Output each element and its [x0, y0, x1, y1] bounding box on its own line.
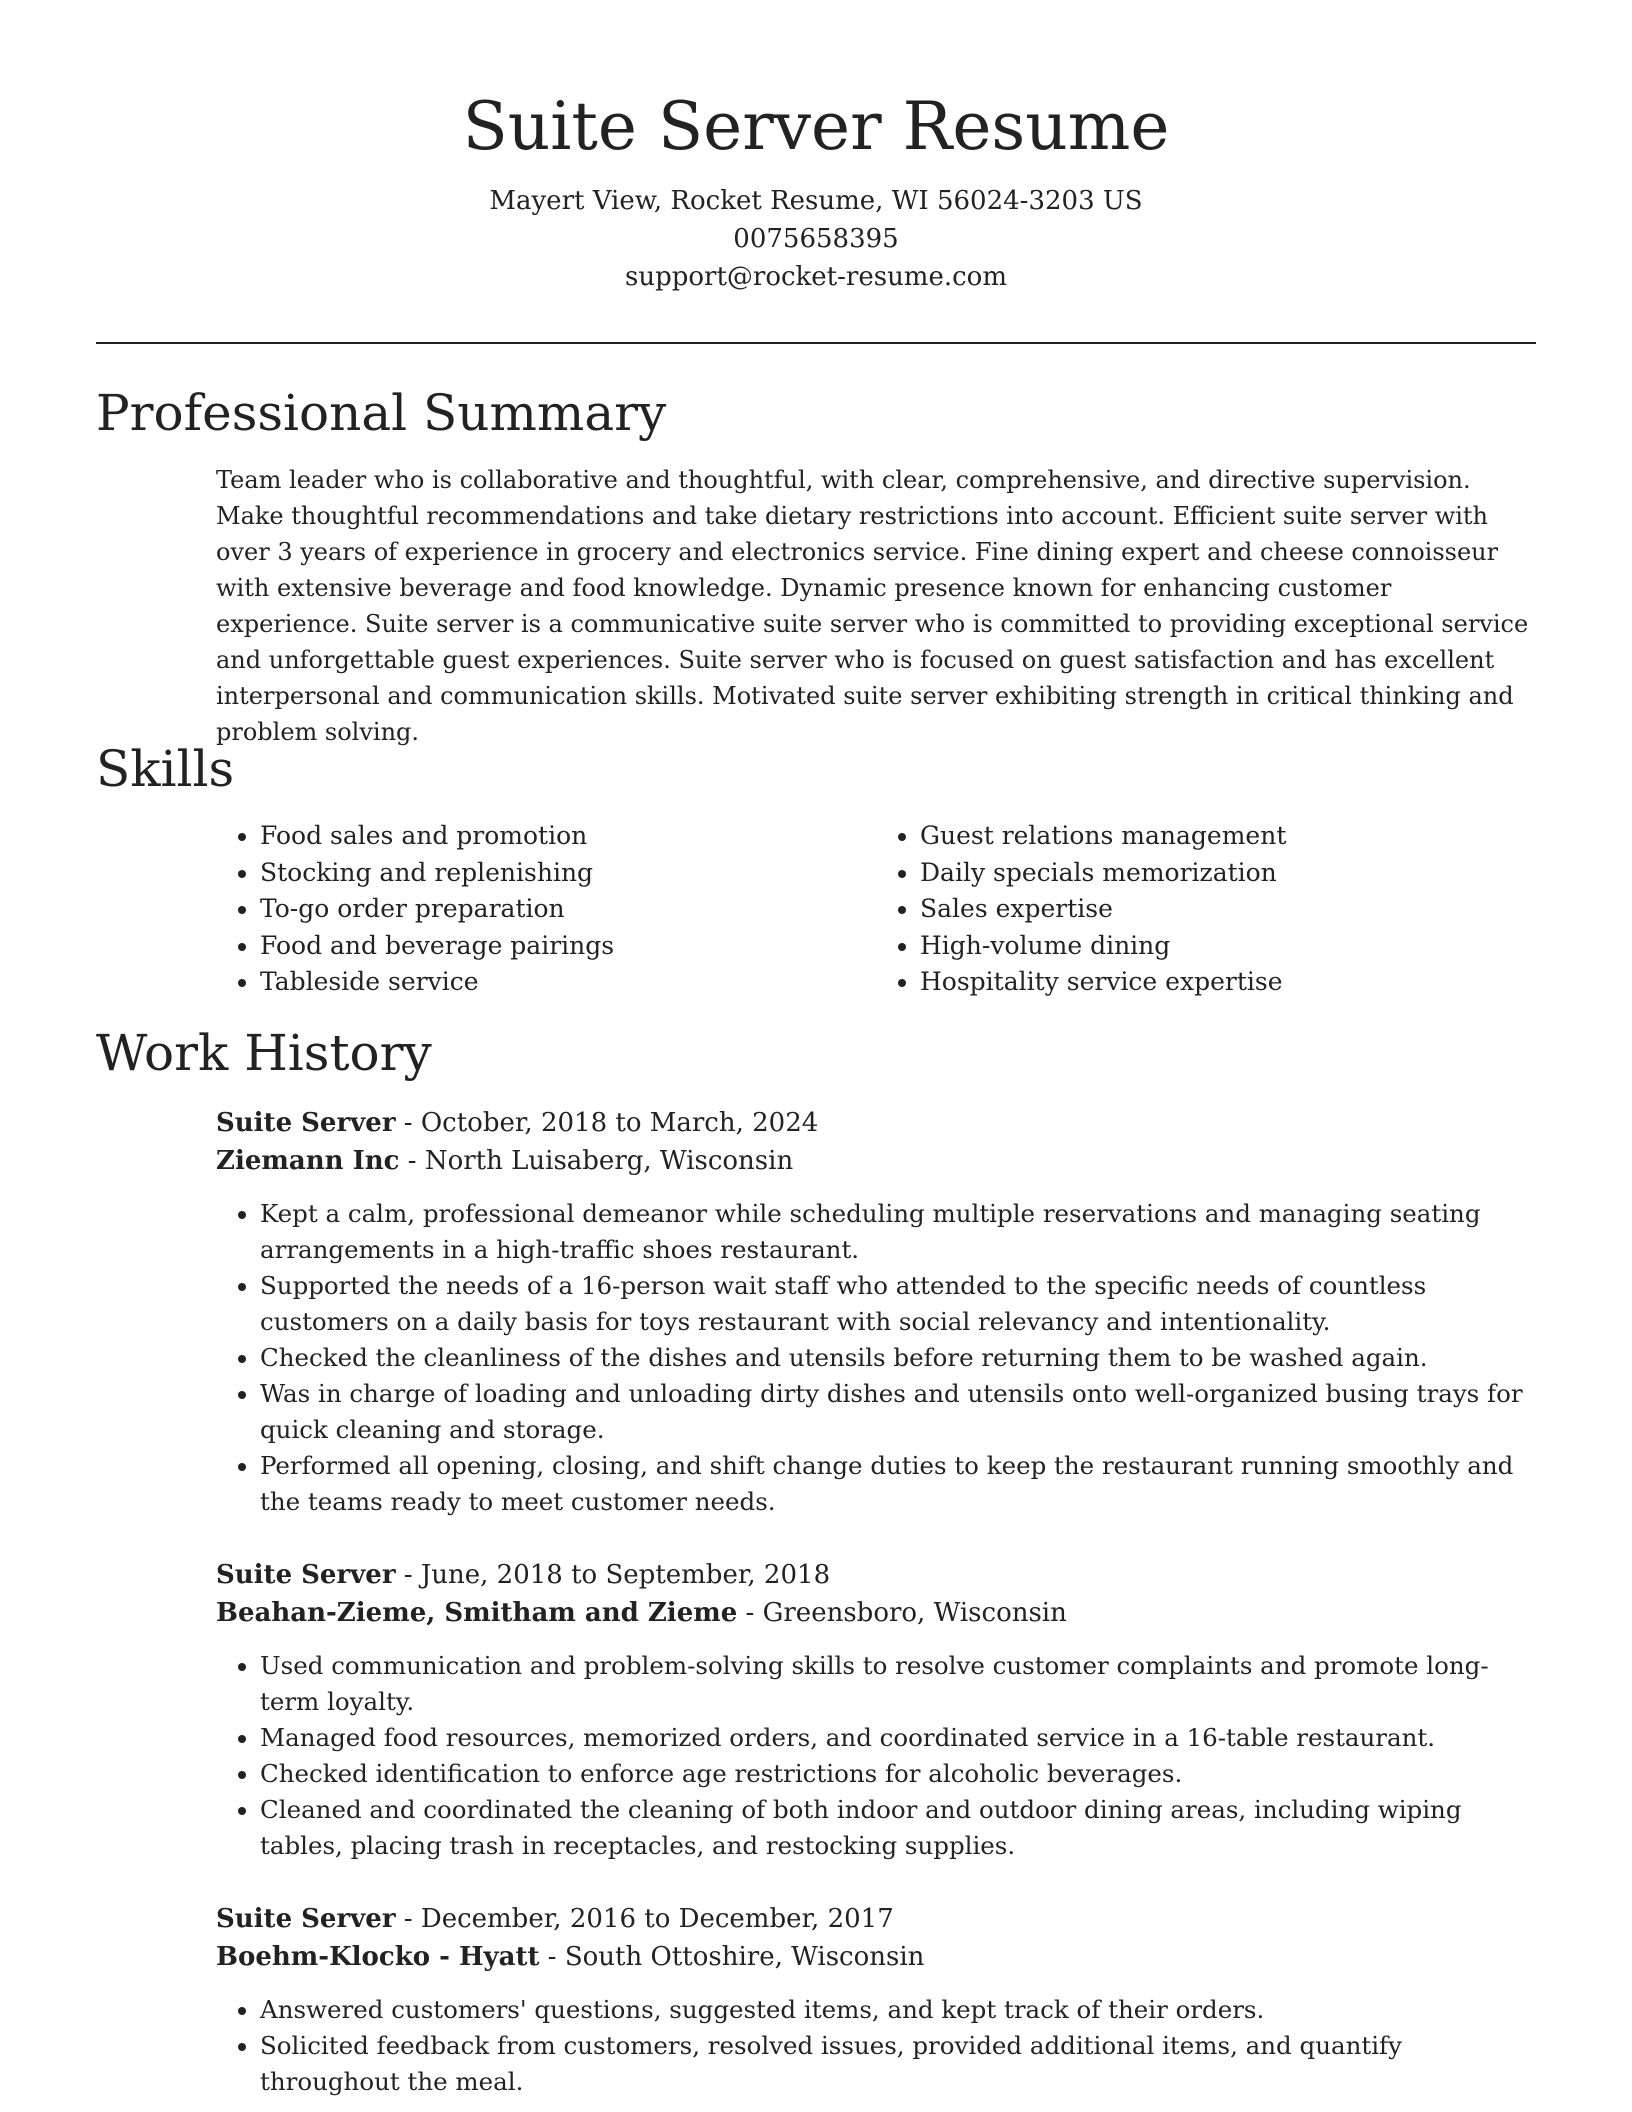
- skill-item: • Sales expertise: [920, 891, 1536, 928]
- contact-phone: 0075658395: [733, 224, 899, 254]
- job-entry: [216, 1556, 1536, 1864]
- contact-info: [96, 182, 1536, 296]
- header-divider: [96, 342, 1536, 344]
- resume-header: [96, 82, 1536, 296]
- skills-list: [216, 818, 1536, 1001]
- job-dates: - December, 2016 to December, 2017: [395, 1904, 894, 1934]
- job-role: Suite Server: [216, 1560, 396, 1590]
- summary-heading: Professional Summary: [96, 384, 667, 442]
- job-role: Suite Server: [216, 1108, 396, 1138]
- job-title-line: [216, 1556, 1536, 1594]
- job-duty: • Kept a calm, professional demeanor while scheduling multiple reservations and managing seating arrangements in a high-traffic shoes restaurant.: [260, 1196, 1536, 1268]
- job-duty: • Cleaned and coordinated the cleaning of both indoor and outdoor dining areas, including wiping tables, placing trash in receptacles, and restocking supplies.: [260, 1792, 1536, 1864]
- skill-item: • Guest relations management: [920, 818, 1536, 855]
- contact-address: Mayert View, Rocket Resume, WI 56024-3203 US: [489, 186, 1143, 216]
- resume-title: Suite Server Resume: [462, 88, 1170, 165]
- job-company: Beahan-Zieme, Smitham and Zieme: [216, 1598, 738, 1628]
- job-company-line: [216, 1594, 1536, 1632]
- job-title-line: [216, 1104, 1536, 1142]
- job-entry: [216, 1900, 1536, 2100]
- job-duty: • Solicited feedback from customers, resolved issues, provided additional items, and quantify throughout the meal.: [260, 2028, 1536, 2100]
- skill-item: • High-volume dining: [920, 928, 1536, 965]
- job-location: - South Ottoshire, Wisconsin: [539, 1942, 925, 1972]
- contact-email: support@rocket-resume.com: [624, 262, 1007, 292]
- skill-item: • To-go order preparation: [260, 891, 876, 928]
- job-duties: [216, 1992, 1536, 2100]
- job-entry: [216, 1104, 1536, 1520]
- job-company: Boehm-Klocko - Hyatt: [216, 1942, 540, 1972]
- skill-item: • Tableside service: [260, 964, 876, 1001]
- job-duty: • Managed food resources, memorized orders, and coordinated service in a 16-table restaurant.: [260, 1720, 1536, 1756]
- job-role: Suite Server: [216, 1904, 396, 1934]
- job-dates: - June, 2018 to September, 2018: [395, 1560, 831, 1590]
- job-location: - North Luisaberg, Wisconsin: [399, 1146, 794, 1176]
- skill-item: • Food sales and promotion: [260, 818, 876, 855]
- job-duty: • Used communication and problem-solving skills to resolve customer complaints and promote long-term loyalty.: [260, 1648, 1536, 1720]
- job-title-line: [216, 1900, 1536, 1938]
- job-duty: • Was in charge of loading and unloading dirty dishes and utensils onto well-organized busing trays for quick cleaning and storage.: [260, 1376, 1536, 1448]
- summary-text: Team leader who is collaborative and thoughtful, with clear, comprehensive, and directive supervision. Make thoughtful recommendations and take dietary restrictions into account. Efficient suite server with over 3 years of experience in grocery and electronics service. Fine dining expert and cheese connoisseur with extensive beverage and food knowledge. Dynamic presence known for enhancing customer experience. Suite server is a communicative suite server who is committed to providing exceptional service and unforgettable guest experiences. Suite server who is focused on guest satisfaction and has excellent interpersonal and communication skills. Motivated suite server exhibiting strength in critical thinking and problem solving.: [216, 466, 1529, 746]
- job-duties: [216, 1648, 1536, 1864]
- work-history-heading: Work History: [96, 1024, 432, 1082]
- skills-heading: Skills: [96, 740, 235, 798]
- skills-column-left: [216, 818, 876, 1001]
- skills-column-right: [876, 818, 1536, 1001]
- job-company: Ziemann Inc: [216, 1146, 400, 1176]
- job-duty: • Answered customers' questions, suggested items, and kept track of their orders.: [260, 1992, 1536, 2028]
- job-duty: • Checked identification to enforce age restrictions for alcoholic beverages.: [260, 1756, 1536, 1792]
- job-company-line: [216, 1938, 1536, 1976]
- skill-item: • Stocking and replenishing: [260, 855, 876, 892]
- skill-item: • Hospitality service expertise: [920, 964, 1536, 1001]
- skill-item: • Food and beverage pairings: [260, 928, 876, 965]
- job-duty: • Checked the cleanliness of the dishes and utensils before returning them to be washed again.: [260, 1340, 1536, 1376]
- skill-item: • Daily specials memorization: [920, 855, 1536, 892]
- job-location: - Greensboro, Wisconsin: [737, 1598, 1067, 1628]
- job-duties: [216, 1196, 1536, 1520]
- job-duty: • Performed all opening, closing, and shift change duties to keep the restaurant running smoothly and the teams ready to meet customer needs.: [260, 1448, 1536, 1520]
- job-duty: • Supported the needs of a 16-person wait staff who attended to the specific needs of countless customers on a daily basis for toys restaurant with social relevancy and intentionality.: [260, 1268, 1536, 1340]
- job-company-line: [216, 1142, 1536, 1180]
- job-dates: - October, 2018 to March, 2024: [395, 1108, 819, 1138]
